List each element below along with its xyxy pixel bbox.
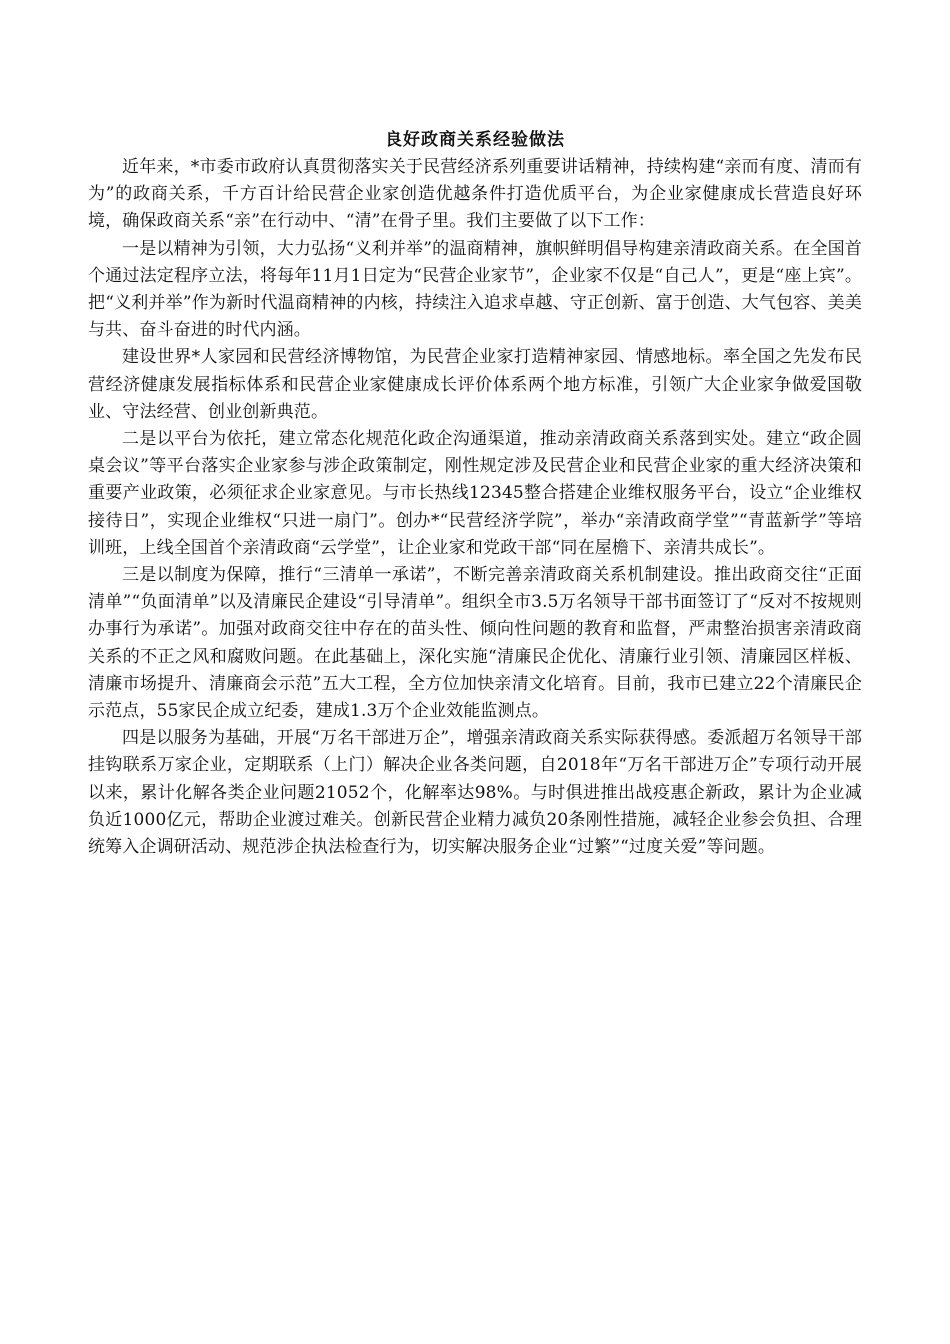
paragraph-service: 四是以服务为基础，开展“万名干部进万企”，增强亲清政商关系实际获得感。委派超万名领导干部挂钩联系万家企业，定期联系（上门）解决企业各类问题，自2018年“万名干部进万企”专项行动开展以来，累计化解各类企业问题21052个，化解率达98%。与时俱进推出战疫惠企新政，累计为企业减负近1000亿元，帮助企业渡过难关。创新民营企业精力减负20条刚性措施，减轻企业参会负担、合理统筹入企调研活动、规范涉企执法检查行为，切实解决服务企业“过繁”“过度关爱”等问题。: [88, 728, 862, 858]
paragraph-intro: 近年来，*市委市政府认真贯彻落实关于民营经济系列重要讲话精神，持续构建“亲而有度、清而有为”的政商关系，千方百计给民营企业家创造优越条件打造优质平台，为企业家健康成长营造良好环境，确保政商关系“亲”在行动中、“清”在骨子里。我们主要做了以下工作：: [88, 157, 862, 232]
paragraph-homeland: 建设世界*人家园和民营经济博物馆，为民营企业家打造精神家园、情感地标。率全国之先发布民营经济健康发展指标体系和民营企业家健康成长评价体系两个地方标准，引领广大企业家争做爱国敬业、守法经营、创业创新典范。: [88, 347, 862, 422]
document-title: 良好政商关系经验做法: [385, 130, 565, 150]
paragraph-platform: 二是以平台为依托，建立常态化规范化政企沟通渠道，推动亲清政商关系落到实处。建立“政企圆桌会议”等平台落实企业家参与涉企政策制定，刚性规定涉及民营企业和民营企业家的重大经济决策和重要产业政策，必须征求企业家意见。与市长热线12345整合搭建企业维权服务平台，设立“企业维权接待日”，实现企业维权“只进一扇门”。创办*“民营经济学院”，举办“亲清政商学堂”“青蓝新学”等培训班，上线全国首个亲清政商“云学堂”，让企业家和党政干部“同在屋檐下、亲清共成长”。: [88, 429, 862, 558]
paragraph-spirit: 一是以精神为引领，大力弘扬“义利并举”的温商精神，旗帜鲜明倡导构建亲清政商关系。在全国首个通过法定程序立法，将每年11月1日定为“民营企业家节”，企业家不仅是“自己人”，更是“座上宾”。把“义利并举”作为新时代温商精神的内核，持续注入追求卓越、守正创新、富于创造、大气包容、美美与共、奋斗奋进的时代内涵。: [88, 238, 862, 341]
document-page: [88, 126, 862, 861]
paragraph-system: 三是以制度为保障，推行“三清单一承诺”，不断完善亲清政商关系机制建设。推出政商交往“正面清单”“负面清单”以及清廉民企建设“引导清单”。组织全市3.5万名领导干部书面签订了“反对不按规则办事行为承诺”。加强对政商交往中存在的苗头性、倾向性问题的教育和监督，严肃整治损害亲清政商关系的不正之风和腐败问题。在此基础上，深化实施“清廉民企优化、清廉行业引领、清廉园区样板、清廉市场提升、清廉商会示范”五大工程，全方位加快亲清文化培育。目前，我市已建立22个清廉民企示范点，55家民企成立纪委，建成1.3万个企业效能监测点。: [88, 565, 862, 722]
